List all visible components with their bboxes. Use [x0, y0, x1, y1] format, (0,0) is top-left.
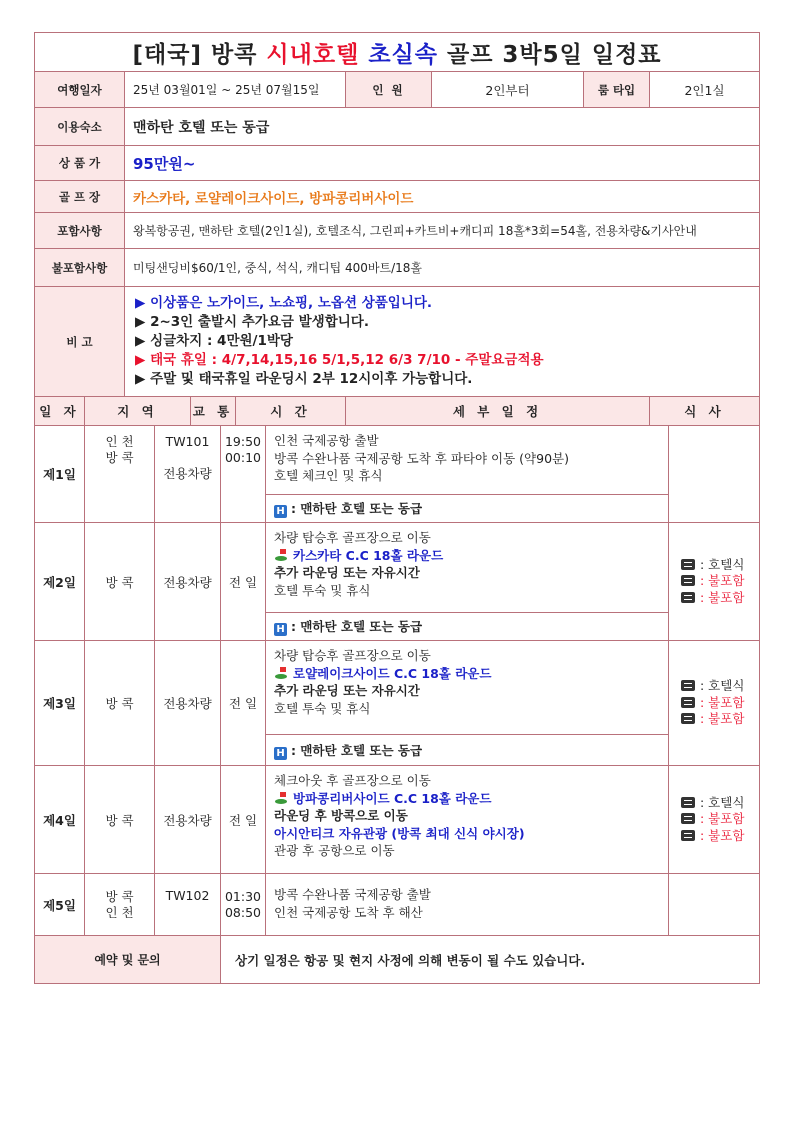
- time-text: 19:50: [224, 434, 262, 449]
- day-label: 제5일: [35, 874, 85, 936]
- transport-text: 전용차량: [155, 523, 221, 641]
- meal-cell: [669, 874, 760, 936]
- day-label: 제2일: [35, 523, 85, 641]
- header-transport: 교 통: [191, 397, 236, 426]
- footer-notice: 상기 일정은 항공 및 현지 사정에 의해 변동이 될 수도 있습니다.: [221, 936, 760, 984]
- note-line: ▶ 싱글차지 : 4만원/1박당: [135, 333, 293, 349]
- meal-icon: [681, 575, 695, 586]
- time-cell: [221, 426, 266, 523]
- room-type-value: 2인1실: [650, 72, 760, 108]
- detail-cell: [266, 874, 669, 936]
- golf-line: 로얄레이크사이드 C.C 18홀 라운드: [274, 665, 660, 683]
- time-text: 08:50: [224, 904, 262, 920]
- detail-line: 추가 라운딩 또는 자유시간: [274, 565, 420, 580]
- time-text: 전 일: [221, 523, 266, 641]
- detail-line: 호텔 체크인 및 휴식: [274, 468, 383, 483]
- detail-line: 라운딩 후 방콕으로 이동: [274, 808, 408, 823]
- detail-cell: [266, 766, 669, 874]
- page-title: [태국] 방콕 시내호텔 초실속 골프 3박5일 일정표: [35, 33, 760, 72]
- notes-box: [125, 287, 760, 397]
- time-text: 00:10: [224, 450, 262, 465]
- header-time: 시 간: [236, 397, 346, 426]
- note-line: ▶ 2~3인 출발시 추가요금 발생합니다.: [135, 314, 369, 330]
- meal-line: : 불포함: [681, 811, 759, 828]
- footer-row: [35, 936, 760, 984]
- meal-icon: [681, 559, 695, 570]
- region-text: 인 천: [105, 904, 134, 920]
- header-day: 일 자: [35, 397, 85, 426]
- travel-date-label: 여행일자: [35, 72, 125, 108]
- meal-icon: [681, 813, 695, 824]
- transport-text: TW102: [155, 874, 221, 936]
- hotel-text: : 맨하탄 호텔 또는 동급: [291, 501, 423, 516]
- reservation-label: 예약 및 문의: [35, 936, 221, 984]
- detail-cell: [266, 426, 669, 495]
- meal-cell: [669, 523, 760, 641]
- meal-line: : 불포함: [681, 711, 759, 728]
- meal-icon: [681, 697, 695, 708]
- price-value: 95만원~: [125, 146, 760, 181]
- people-label: 인 원: [346, 72, 432, 108]
- detail-line: 차량 탑승후 골프장으로 이동: [274, 530, 431, 545]
- detail-line: 방콕 수완나품 국제공항 출발: [274, 887, 431, 902]
- meal-line: : 호텔식: [681, 795, 759, 812]
- meal-line: : 호텔식: [681, 678, 759, 695]
- golf-line: 방파콩리버사이드 C.C 18홀 라운드: [274, 790, 660, 808]
- day-row-3: [35, 641, 760, 735]
- meal-cell: [669, 766, 760, 874]
- transport-text: 전용차량: [155, 641, 221, 766]
- itinerary-document: [34, 32, 759, 984]
- region-cell: [85, 426, 155, 523]
- travel-date-value: 25년 03월01일 ~ 25년 07월15일: [125, 72, 346, 108]
- detail-cell: [266, 523, 669, 613]
- golf-flag-icon: [274, 549, 288, 561]
- detail-line: 호텔 투숙 및 휴식: [274, 700, 371, 716]
- meal-line: : 불포함: [681, 590, 759, 607]
- day-label: 제4일: [35, 766, 85, 874]
- meal-line: : 불포함: [681, 695, 759, 712]
- included-label: 포함사항: [35, 213, 125, 249]
- day-row-1: [35, 426, 760, 495]
- golf-flag-icon: [274, 667, 288, 679]
- day-label: 제1일: [35, 426, 85, 523]
- detail-line: 방콕 수완나품 국제공항 도착 후 파타야 이동 (약90분): [274, 450, 569, 466]
- meal-line: : 불포함: [681, 573, 759, 590]
- meal-cell: [669, 641, 760, 766]
- region-text: 방 콕: [85, 766, 155, 874]
- time-text: 전 일: [221, 641, 266, 766]
- detail-line: 추가 라운딩 또는 자유시간: [274, 683, 420, 698]
- meal-line: : 불포함: [681, 828, 759, 845]
- excluded-label: 불포함사항: [35, 249, 125, 287]
- time-text: 01:30: [224, 888, 262, 904]
- header-region: 지 역: [85, 397, 191, 426]
- meal-icon: [681, 797, 695, 808]
- meal-icon: [681, 592, 695, 603]
- hotel-value: 맨하탄 호텔 또는 동급: [125, 108, 760, 146]
- price-label: 상 품 가: [35, 146, 125, 181]
- header-meal: 식 사: [650, 397, 760, 426]
- note-line: ▶ 이상품은 노가이드, 노쇼핑, 노옵션 상품입니다.: [135, 295, 433, 311]
- detail-line: 호텔 투숙 및 휴식: [274, 582, 371, 598]
- schedule-header: [35, 397, 760, 426]
- meal-icon: [681, 713, 695, 724]
- golf-course-value: 카스카타, 로얄레이크사이드, 방파콩리버사이드: [125, 181, 760, 213]
- included-value: 왕복항공권, 맨하탄 호텔(2인1실), 호텔조식, 그린피+카트비+캐디피 18홀*3회=54홀, 전용차량&기사안내: [125, 213, 760, 249]
- detail-line: 인천 국제공항 출발: [274, 433, 379, 448]
- region-text: 방 콕: [85, 523, 155, 641]
- hotel-icon: H: [274, 747, 287, 760]
- hotel-icon: H: [274, 505, 287, 518]
- detail-cell: [266, 641, 669, 735]
- detail-line: 인천 국제공항 도착 후 해산: [274, 904, 423, 920]
- transport-text: [155, 450, 220, 466]
- region-text: 인 천: [105, 434, 134, 449]
- schedule-table: [34, 425, 760, 984]
- day-row-2: [35, 523, 760, 613]
- excluded-value: 미팅샌딩비$60/1인, 중식, 석식, 캐디팁 400바트/18홀: [125, 249, 760, 287]
- detail-line: 아시안티크 자유관광 (방콕 최대 신식 야시장): [274, 825, 525, 841]
- hotel-text: : 맨하탄 호텔 또는 동급: [291, 619, 423, 634]
- hotel-line: [266, 495, 669, 523]
- detail-line: 체크아웃 후 골프장으로 이동: [274, 773, 431, 788]
- notes-label: 비 고: [35, 287, 125, 397]
- itinerary-table: [34, 32, 760, 426]
- time-cell: [221, 874, 266, 936]
- transport-text: 전용차량: [163, 466, 212, 481]
- people-value: 2인부터: [432, 72, 584, 108]
- meal-icon: [681, 830, 695, 841]
- detail-line: 차량 탑승후 골프장으로 이동: [274, 648, 431, 663]
- golf-course-label: 골 프 장: [35, 181, 125, 213]
- day-label: 제3일: [35, 641, 85, 766]
- day-row-5: [35, 874, 760, 936]
- note-line: ▶ 태국 휴일 : 4/7,14,15,16 5/1,5,12 6/3 7/10 - 주말요금적용: [135, 352, 544, 368]
- transport-text: TW101: [165, 434, 210, 449]
- header-detail: 세 부 일 정: [346, 397, 650, 426]
- golf-flag-icon: [274, 792, 288, 804]
- note-line: ▶ 주말 및 태국휴일 라운딩시 2부 12시이후 가능합니다.: [135, 371, 473, 387]
- room-type-label: 룸 타입: [584, 72, 650, 108]
- hotel-text: : 맨하탄 호텔 또는 동급: [291, 742, 423, 758]
- day-row-4: [35, 766, 760, 874]
- time-text: 전 일: [221, 766, 266, 874]
- transport-text: 전용차량: [155, 766, 221, 874]
- golf-line: 카스카타 C.C 18홀 라운드: [274, 547, 660, 565]
- region-text: 방 콕: [85, 641, 155, 766]
- hotel-line: [266, 613, 669, 641]
- region-text: 방 콕: [105, 450, 134, 465]
- meal-icon: [681, 680, 695, 691]
- region-text: 방 콕: [105, 888, 134, 904]
- meal-line: : 호텔식: [681, 557, 759, 574]
- detail-line: 관광 후 공항으로 이동: [274, 843, 395, 858]
- region-cell: [85, 874, 155, 936]
- transport-cell: [155, 426, 221, 523]
- meal-cell: [669, 426, 760, 523]
- hotel-icon: H: [274, 623, 287, 636]
- hotel-line: [266, 735, 669, 766]
- hotel-label: 이용숙소: [35, 108, 125, 146]
